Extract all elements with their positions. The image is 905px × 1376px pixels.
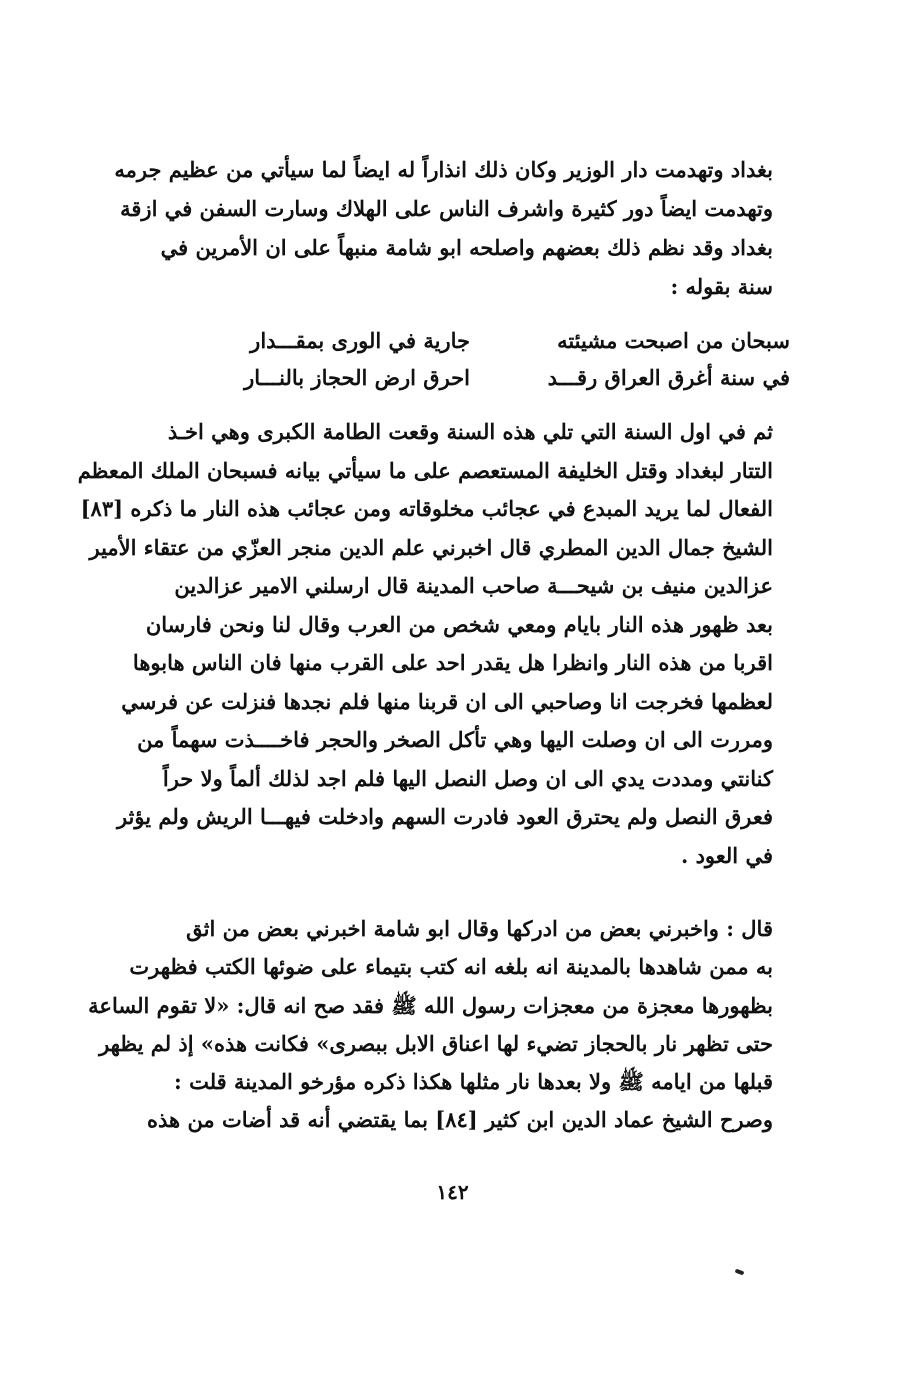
poem-verse [170,322,790,359]
text-line: عزالدين منيف بن شيحـــة صاحب المدينة قال ارسلني الامير عزالدين [174,573,773,598]
poem [170,322,790,396]
text-line: ومررت الى ان وصلت اليها وهي تأكل الصخر والحجر فاخــــذت سهماً من [137,727,773,752]
text-line: وتهدمت ايضاً دور كثيرة واشرف الناس على الهلاك وسارت السفن في ازقة [120,196,773,221]
poem-second-hemistich: احرق ارض الحجاز بالنـــار [244,365,470,390]
poem-second-hemistich: جارية في الورى بمقـــدار [250,328,470,353]
text-line: كنانتي ومددت يدي الى ان وصل النصل اليها فلم اجد لذلك ألماً ولا حراً [162,765,773,791]
paragraph-baghdad-flood [114,150,773,306]
text-line: بغداد وقد نظم ذلك بعضهم واصلحه ابو شامة منبهاً على ان الأمرين في [160,235,773,260]
text-line: سنة بقوله : [670,274,773,299]
text-line: به ممن شاهدها بالمدينة انه بلغه انه كتب بتيماء على ضوئها الكتب فظهرت [129,954,773,980]
paragraph-fire-account [77,413,773,875]
ink-speck [735,1269,745,1276]
text-line: قال : واخبرني بعض من ادركها وقال ابو شامة اخبرني بعض من اثق [186,916,773,941]
text-line: الشيخ جمال الدين المطري قال اخبرني علم الدين منجر العزّي من عتقاء الأمير [89,534,773,560]
poem-first-hemistich: سبحان من اصبحت مشيئته [557,328,790,353]
paragraph-abu-shama-report [88,910,773,1140]
text-line: بعد ظهور هذه النار بايام ومعي شخص من العرب وقال لنا ونحن فارسان [145,611,773,637]
poem-first-hemistich: في سنة أغرق العراق رقـــد [547,365,790,390]
text-line: بظهورها معجزة من معجزات رسول الله ﷺ فقد صح انه قال: «لا تقوم الساعة [88,992,773,1018]
text-line: اقربا من هذه النار وانظرا هل يقدر احد على القرب منها فان الناس هابوها [132,650,773,675]
text-line: ثم في اول السنة التي تلي هذه السنة وقعت الطامة الكبرى وهي اخـذ [167,419,773,444]
text-line: حتى تظهر نار بالحجاز تضيء لها اعناق الابل ببصرى» فكانت هذه» إذ لم يظهر [99,1030,773,1056]
text-line: لعظمها فخرجت انا وصاحبي الى ان قربنا منها فلم نجدها فنزلت عن فرسي [121,688,773,714]
text-line: الفعال لما يريد المبدع في عجائب مخلوقاته ومن عجائب هذه النار ما ذكره [٨٣] [80,496,773,521]
page-number: ١٤٢ [436,1180,469,1204]
text-line: التتار لبغداد وقتل الخليفة المستعصم على ما سيأتي بيانه فسبحان الملك المعظم [77,457,773,483]
text-line: وصرح الشيخ عماد الدين ابن كثير [٨٤] بما يقتضي أنه قد أضات من هذه [147,1107,773,1133]
text-line: فعرق النصل ولم يحترق العود فادرت السهم وادخلت فيهـــا الريش ولم يؤثر [116,804,773,829]
text-line: في العود . [680,842,773,868]
text-line: قبلها من ايامه ﷺ ولا بعدها نار مثلها هكذا ذكره مؤرخو المدينة قلت : [174,1069,773,1095]
text-line: بغداد وتهدمت دار الوزير وكان ذلك انذاراً له ايضاً لما سيأتي من عظيم جرمه [114,157,773,182]
poem-verse [170,359,790,396]
